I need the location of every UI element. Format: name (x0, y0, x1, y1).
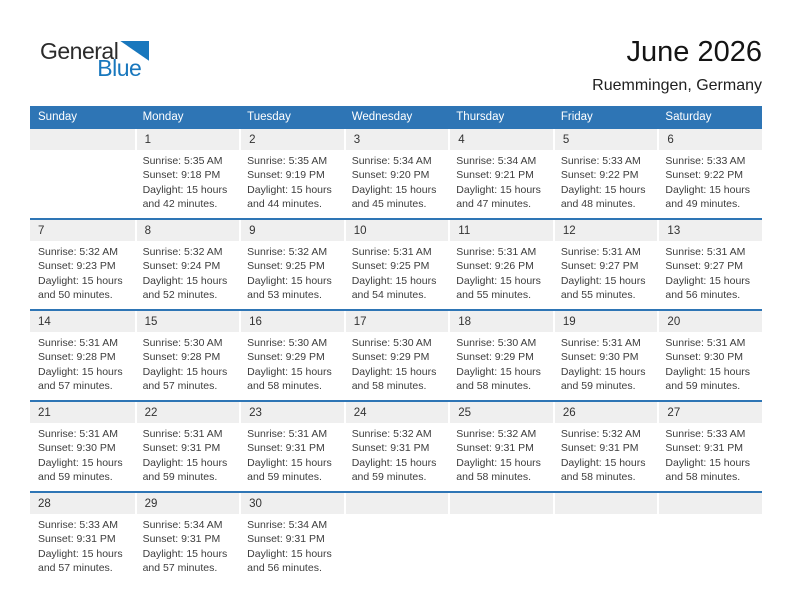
detail-line: Sunrise: 5:31 AM (560, 246, 641, 258)
detail-line: and 44 minutes. (247, 197, 322, 210)
day-number-cell: 24 (344, 402, 449, 423)
week-number-band (30, 129, 762, 150)
detail-line: Sunrise: 5:34 AM (247, 519, 328, 531)
detail-line: Sunrise: 5:31 AM (247, 428, 328, 440)
detail-line: Sunset: 9:23 PM (38, 260, 116, 273)
detail-line: Sunrise: 5:35 AM (142, 155, 223, 167)
detail-line: and 45 minutes. (351, 197, 427, 210)
day-number-cell: 5 (553, 129, 658, 150)
detail-line: and 59 minutes. (351, 470, 427, 483)
detail-line: Sunset: 9:25 PM (247, 260, 325, 273)
detail-line: Sunrise: 5:35 AM (247, 155, 328, 167)
day-details-cell (448, 423, 553, 491)
day-details-cell (135, 332, 240, 400)
detail-line: Sunrise: 5:34 AM (456, 155, 537, 167)
logo-text-blue: Blue (97, 55, 142, 81)
detail-line: Daylight: 15 hours (247, 274, 332, 287)
detail-line: Daylight: 15 hours (560, 274, 646, 287)
day-number-cell: 29 (135, 493, 240, 514)
day-number-cell: 9 (239, 220, 344, 241)
weekday-cell: Saturday (665, 110, 712, 123)
day-details-cell (135, 241, 240, 309)
detail-line: Sunset: 9:31 PM (142, 442, 221, 455)
detail-line: Sunrise: 5:30 AM (142, 337, 223, 349)
day-details-cell (553, 332, 658, 400)
weekday-cell: Sunday (38, 110, 78, 123)
detail-line: Sunset: 9:29 PM (351, 351, 430, 364)
detail-line: and 59 minutes. (665, 379, 741, 392)
day-details-cell (448, 514, 553, 582)
day-number-cell: 21 (38, 406, 51, 419)
day-details-cell (239, 150, 344, 218)
day-details-cell (344, 241, 449, 309)
day-number-cell: 13 (657, 220, 762, 241)
day-number-cell: 4 (448, 129, 553, 150)
day-details-cell (135, 423, 240, 491)
detail-line: Sunset: 9:31 PM (456, 442, 534, 455)
detail-line: Sunset: 9:31 PM (560, 442, 639, 455)
week-details-band (30, 150, 762, 218)
day-details-cell (657, 514, 762, 582)
detail-line: and 58 minutes. (665, 470, 741, 483)
detail-line: Sunset: 9:31 PM (142, 533, 221, 546)
detail-line: and 50 minutes. (38, 288, 113, 301)
weekday-cell: Monday (142, 110, 184, 123)
detail-line: Daylight: 15 hours (38, 274, 123, 287)
detail-line: and 57 minutes. (142, 379, 218, 392)
week-details-band (30, 423, 762, 491)
day-details-cell (30, 514, 135, 582)
day-number-cell: 3 (344, 129, 449, 150)
detail-line: and 57 minutes. (142, 561, 218, 574)
day-number-cell: 20 (657, 311, 762, 332)
detail-line: and 57 minutes. (38, 379, 113, 392)
detail-line: Sunrise: 5:34 AM (351, 155, 432, 167)
detail-line: and 42 minutes. (142, 197, 218, 210)
detail-line: Sunrise: 5:31 AM (456, 246, 537, 258)
week-details-band (30, 332, 762, 400)
detail-line: Daylight: 15 hours (351, 274, 437, 287)
detail-line: Sunset: 9:30 PM (665, 351, 744, 364)
detail-line: Sunrise: 5:33 AM (38, 519, 118, 531)
day-number-cell: 2 (239, 129, 344, 150)
detail-line: Sunrise: 5:31 AM (560, 337, 641, 349)
week-details-band (30, 241, 762, 309)
day-number-cell: 7 (38, 224, 45, 237)
detail-line: Sunrise: 5:30 AM (247, 337, 328, 349)
day-details-cell (30, 241, 135, 309)
detail-line: Daylight: 15 hours (351, 183, 437, 196)
detail-line: and 59 minutes. (247, 470, 322, 483)
day-number-cell: 22 (135, 402, 240, 423)
day-number-cell: 25 (448, 402, 553, 423)
detail-line: and 58 minutes. (560, 470, 636, 483)
detail-line: Daylight: 15 hours (38, 365, 123, 378)
detail-line: Daylight: 15 hours (665, 456, 751, 469)
week-row (30, 400, 762, 491)
generalblue-logo (40, 40, 149, 80)
detail-line: Daylight: 15 hours (665, 183, 751, 196)
detail-line: Sunset: 9:21 PM (456, 169, 534, 182)
detail-line: and 59 minutes. (142, 470, 218, 483)
day-details-cell (344, 423, 449, 491)
detail-line: Daylight: 15 hours (456, 183, 541, 196)
detail-line: Sunset: 9:18 PM (142, 169, 221, 182)
detail-line: and 58 minutes. (456, 470, 531, 483)
detail-line: and 59 minutes. (38, 470, 113, 483)
detail-line: and 53 minutes. (247, 288, 322, 301)
detail-line: Daylight: 15 hours (456, 365, 541, 378)
detail-line: Daylight: 15 hours (38, 547, 123, 560)
detail-line: Sunset: 9:31 PM (351, 442, 430, 455)
day-details-cell (657, 150, 762, 218)
week-details-band (30, 514, 762, 582)
detail-line: Sunset: 9:25 PM (351, 260, 430, 273)
day-number-cell: 27 (657, 402, 762, 423)
week-row (30, 491, 762, 582)
day-number-cell (553, 493, 658, 514)
day-number-cell (448, 493, 553, 514)
detail-line: Sunset: 9:24 PM (142, 260, 221, 273)
detail-line: Sunrise: 5:31 AM (38, 337, 118, 349)
day-details-cell (239, 241, 344, 309)
detail-line: Sunrise: 5:32 AM (142, 246, 223, 258)
detail-line: Sunrise: 5:31 AM (665, 246, 746, 258)
detail-line: Daylight: 15 hours (247, 547, 332, 560)
detail-line: Sunset: 9:28 PM (142, 351, 221, 364)
detail-line: Sunset: 9:28 PM (38, 351, 116, 364)
detail-line: Sunrise: 5:31 AM (665, 337, 746, 349)
day-number-cell: 10 (344, 220, 449, 241)
detail-line: Sunrise: 5:32 AM (247, 246, 328, 258)
day-details-cell (239, 514, 344, 582)
weekday-cell: Tuesday (247, 110, 291, 123)
weekday-cell: Thursday (456, 110, 505, 123)
day-details-cell (448, 332, 553, 400)
detail-line: Sunset: 9:30 PM (38, 442, 116, 455)
day-details-cell (30, 150, 135, 218)
detail-line: Daylight: 15 hours (665, 365, 751, 378)
detail-line: Sunset: 9:19 PM (247, 169, 325, 182)
detail-line: and 59 minutes. (560, 379, 636, 392)
day-details-cell (30, 332, 135, 400)
day-details-cell (657, 241, 762, 309)
detail-line: Sunset: 9:22 PM (560, 169, 639, 182)
detail-line: Sunrise: 5:33 AM (665, 428, 746, 440)
detail-line: Daylight: 15 hours (351, 456, 437, 469)
detail-line: Daylight: 15 hours (456, 274, 541, 287)
detail-line: Daylight: 15 hours (142, 456, 228, 469)
detail-line: Daylight: 15 hours (247, 365, 332, 378)
detail-line: Daylight: 15 hours (142, 365, 228, 378)
detail-line: and 56 minutes. (665, 288, 741, 301)
detail-line: Daylight: 15 hours (560, 456, 646, 469)
page-subtitle: Ruemmingen, Germany (592, 77, 762, 94)
day-details-cell (553, 241, 658, 309)
week-row (30, 309, 762, 400)
detail-line: Sunset: 9:30 PM (560, 351, 639, 364)
detail-line: Sunrise: 5:33 AM (665, 155, 746, 167)
detail-line: and 52 minutes. (142, 288, 218, 301)
day-details-cell (135, 514, 240, 582)
detail-line: Sunset: 9:22 PM (665, 169, 744, 182)
detail-line: Sunset: 9:29 PM (456, 351, 534, 364)
detail-line: Daylight: 15 hours (38, 456, 123, 469)
day-details-cell (657, 332, 762, 400)
detail-line: and 58 minutes. (456, 379, 531, 392)
weekday-cell: Wednesday (351, 110, 413, 123)
day-number-cell: 11 (448, 220, 553, 241)
detail-line: Sunrise: 5:31 AM (351, 246, 432, 258)
detail-line: Sunrise: 5:31 AM (38, 428, 118, 440)
detail-line: and 58 minutes. (247, 379, 322, 392)
calendar (30, 106, 762, 582)
logo-text-general: General (40, 38, 119, 64)
day-number-cell (344, 493, 449, 514)
day-number-cell: 15 (135, 311, 240, 332)
detail-line: and 57 minutes. (38, 561, 113, 574)
weekday-header (30, 106, 762, 127)
week-number-band (30, 493, 762, 514)
detail-line: Sunrise: 5:32 AM (456, 428, 537, 440)
week-number-band (30, 311, 762, 332)
page-title: June 2026 (626, 36, 762, 68)
week-number-band (30, 220, 762, 241)
detail-line: and 47 minutes. (456, 197, 531, 210)
week-row (30, 218, 762, 309)
detail-line: Sunset: 9:20 PM (351, 169, 430, 182)
detail-line: Sunrise: 5:32 AM (38, 246, 118, 258)
day-number-cell: 12 (553, 220, 658, 241)
detail-line: Sunset: 9:27 PM (665, 260, 744, 273)
day-number-cell: 8 (135, 220, 240, 241)
week-row (30, 127, 762, 218)
detail-line: Daylight: 15 hours (560, 183, 646, 196)
day-number-cell: 30 (239, 493, 344, 514)
detail-line: and 54 minutes. (351, 288, 427, 301)
day-details-cell (553, 514, 658, 582)
day-number-cell: 16 (239, 311, 344, 332)
detail-line: Daylight: 15 hours (456, 456, 541, 469)
day-number-cell: 19 (553, 311, 658, 332)
day-number-cell: 23 (239, 402, 344, 423)
detail-line: Sunrise: 5:30 AM (456, 337, 537, 349)
day-number-cell: 28 (38, 497, 51, 510)
detail-line: Daylight: 15 hours (351, 365, 437, 378)
detail-line: Daylight: 15 hours (142, 183, 228, 196)
detail-line: and 48 minutes. (560, 197, 636, 210)
day-details-cell (239, 423, 344, 491)
detail-line: Sunset: 9:29 PM (247, 351, 325, 364)
day-details-cell (657, 423, 762, 491)
detail-line: and 58 minutes. (351, 379, 427, 392)
detail-line: Sunrise: 5:31 AM (142, 428, 223, 440)
detail-line: Daylight: 15 hours (560, 365, 646, 378)
detail-line: Sunrise: 5:32 AM (351, 428, 432, 440)
day-number-cell: 17 (344, 311, 449, 332)
detail-line: Sunset: 9:27 PM (560, 260, 639, 273)
detail-line: Daylight: 15 hours (142, 274, 228, 287)
detail-line: Daylight: 15 hours (665, 274, 751, 287)
day-number-cell: 18 (448, 311, 553, 332)
day-details-cell (553, 423, 658, 491)
day-details-cell (30, 423, 135, 491)
detail-line: Sunrise: 5:30 AM (351, 337, 432, 349)
day-details-cell (344, 332, 449, 400)
day-details-cell (344, 514, 449, 582)
day-details-cell (448, 241, 553, 309)
day-details-cell (239, 332, 344, 400)
detail-line: Sunrise: 5:34 AM (142, 519, 223, 531)
detail-line: and 56 minutes. (247, 561, 322, 574)
detail-line: Daylight: 15 hours (142, 547, 228, 560)
calendar-body (30, 127, 762, 582)
detail-line: Sunrise: 5:32 AM (560, 428, 641, 440)
detail-line: Sunset: 9:31 PM (247, 442, 325, 455)
detail-line: Daylight: 15 hours (247, 456, 332, 469)
detail-line: Sunset: 9:31 PM (247, 533, 325, 546)
day-number-cell (30, 129, 135, 150)
day-number-cell (657, 493, 762, 514)
detail-line: and 55 minutes. (560, 288, 636, 301)
day-number-cell: 14 (38, 315, 51, 328)
detail-line: Sunset: 9:31 PM (665, 442, 744, 455)
title-block (592, 36, 762, 95)
detail-line: Sunset: 9:26 PM (456, 260, 534, 273)
day-number-cell: 6 (657, 129, 762, 150)
day-number-cell: 26 (553, 402, 658, 423)
day-details-cell (448, 150, 553, 218)
detail-line: Sunset: 9:31 PM (38, 533, 116, 546)
detail-line: and 49 minutes. (665, 197, 741, 210)
week-number-band (30, 402, 762, 423)
day-details-cell (553, 150, 658, 218)
detail-line: Sunrise: 5:33 AM (560, 155, 641, 167)
day-number-cell: 1 (135, 129, 240, 150)
weekday-cell: Friday (560, 110, 593, 123)
detail-line: and 55 minutes. (456, 288, 531, 301)
day-details-cell (135, 150, 240, 218)
day-details-cell (344, 150, 449, 218)
detail-line: Daylight: 15 hours (247, 183, 332, 196)
